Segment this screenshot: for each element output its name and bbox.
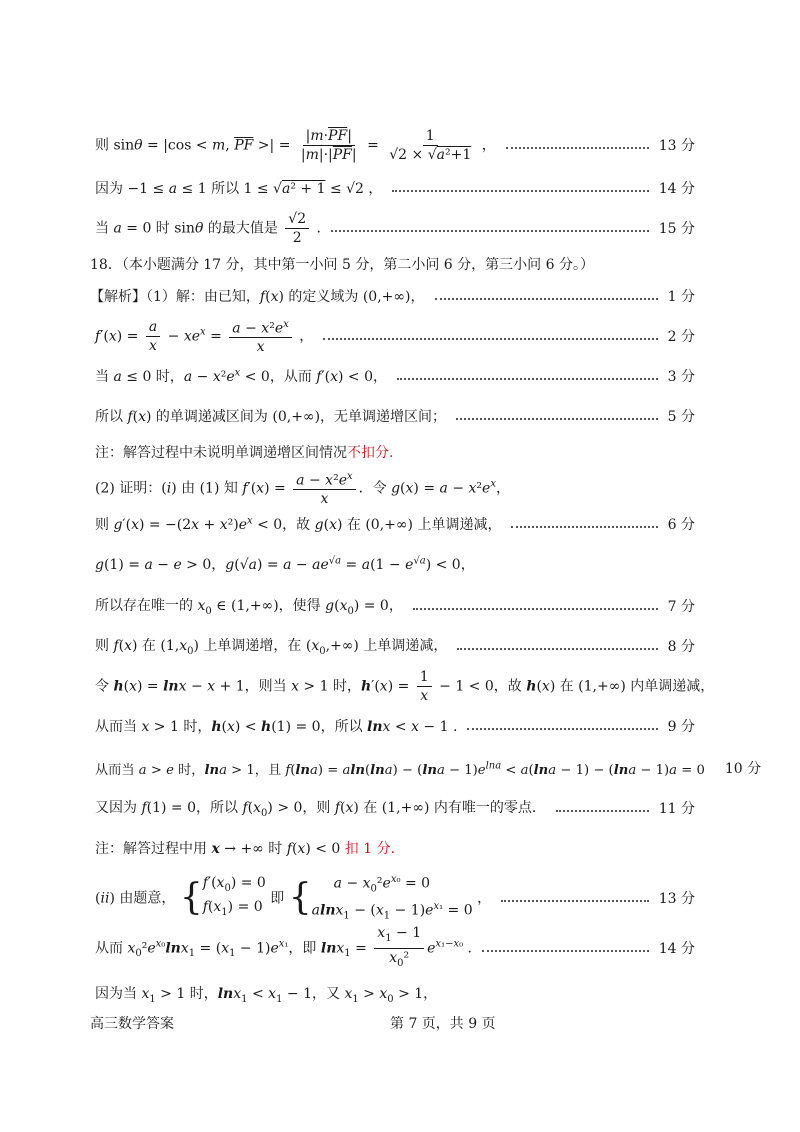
solution-line bbox=[95, 404, 695, 428]
solution-line bbox=[95, 714, 695, 738]
formula: 令 h(x) = lnx − x + 1，则当 x > 1 时，h′(x) = $\frac{1}{x}$ − 1 < 0，故 h(x) 在 (1,+∞) 内单调递减， bbox=[95, 668, 715, 704]
formula: 则 $g'(x) = -(2x + x^2)e^x < 0$，故 g(x) 在 (0,+∞) 上单调递减， bbox=[95, 515, 502, 533]
formula: g(1) = a − e > 0，$g(√a) = a - ae^{√a} = a(1 - e^{√a}) < 0$， bbox=[95, 555, 475, 573]
score-label: 13 分 bbox=[658, 138, 695, 154]
solution-line bbox=[95, 314, 695, 358]
formula: 当 a ≤ 0 时，$a - x^2e^x < 0$，从而 f′(x) < 0， bbox=[95, 367, 388, 385]
formula: 则 f(x) 在 $(1,x_0)$ 上单调递增，在 $(x_0,+\infty)$ 上单调递减， bbox=[95, 638, 448, 657]
question-text: 18．（本小题满分 17 分，其中第一小问 5 分，第二小问 6 分，第三小问 6 分。） bbox=[90, 257, 594, 273]
leader-dots bbox=[413, 607, 658, 610]
score-label: 1 分 bbox=[667, 289, 695, 305]
solution-line bbox=[90, 284, 695, 308]
score-label: 11 分 bbox=[658, 801, 695, 817]
leader-dots bbox=[511, 525, 657, 528]
solution-line bbox=[95, 756, 762, 780]
score-label: 15 分 bbox=[658, 221, 695, 237]
score-label: 6 分 bbox=[667, 517, 695, 533]
formula: 从而 $x_0^2e^{x_0}\ln x_1 = (x_1 - 1)e^{x_1}$，即 lnx$_1$ = $\frac{x_1 - 1}{x_0^2}$ $e^{x_1-x_0}$ . bbox=[95, 924, 473, 969]
question-header bbox=[90, 252, 690, 276]
score-label: 14 分 bbox=[658, 181, 695, 197]
leader-dots bbox=[467, 727, 657, 730]
leader-dots bbox=[323, 337, 657, 340]
solution-line bbox=[95, 666, 715, 706]
leader-dots bbox=[456, 417, 658, 420]
formula: 所以存在唯一的 $x_0$ ∈ (1,+∞)，使得 $g(x_0) = 0$， bbox=[95, 598, 403, 617]
leader-dots bbox=[501, 899, 649, 902]
formula: 从而当 x > 1 时，h(x) < h(1) = 0，所以 lnx < x − 1 . bbox=[95, 719, 458, 735]
solution-line bbox=[95, 466, 695, 510]
leader-dots bbox=[556, 809, 649, 812]
leader-dots bbox=[457, 647, 657, 650]
score-label: 10 分 bbox=[724, 761, 762, 777]
score-label: 3 分 bbox=[667, 369, 695, 385]
formula: 从而当 a > e 时，lna > 1，且 $f(\ln a) = aln(\ln a) - (\ln a - 1)e^{lna} < a(\ln a - 1) - (\ln a - 1)a = 0$ bbox=[95, 760, 705, 778]
note-penalty: 扣 1 分. bbox=[344, 841, 396, 857]
grading-note bbox=[95, 440, 695, 464]
score-label: 9 分 bbox=[667, 719, 695, 735]
formula: 因为当 $x_1 > 1$ 时，$\ln x_1 < x_1 - 1$，又 $x_1 > x_0 > 1$， bbox=[95, 986, 438, 1005]
leader-dots bbox=[331, 229, 649, 232]
score-label: 13 分 bbox=[658, 891, 695, 907]
leader-dots bbox=[392, 189, 648, 192]
formula: 当 a = 0 时 sinθ 的最大值是 $\frac{√2}{2}$ . bbox=[95, 210, 322, 246]
solution-line bbox=[95, 120, 695, 170]
leader-dots bbox=[506, 146, 649, 149]
solution-line bbox=[95, 364, 695, 388]
formula: (ii) 由题意， { $f'(x_0) = 0$ $f(x_1) = 0$ 即 { $a - x_0^2e^{x_0} = 0$ $alnx_1 - (x_1 - 1)e^{x_1} = 0$ ， bbox=[95, 873, 492, 922]
grading-note: 注：解答过程中用 x → +∞ 时 f(x) < 0 扣 1 分. bbox=[95, 841, 396, 857]
solution-line bbox=[95, 175, 695, 201]
formula: 因为 −1 ≤ a ≤ 1 所以 1 ≤ √a² + 1 ≤ √2 ， bbox=[95, 181, 383, 197]
score-label: 8 分 bbox=[667, 639, 695, 655]
formula: (2) 证明：(i) 由 (1) 知 f′(x) = $\frac{a - x^2e^x}{x}$ ．令 $g(x) = a - x^2e^x$， bbox=[95, 470, 510, 508]
solution-line bbox=[95, 512, 695, 536]
solution-line bbox=[95, 550, 695, 578]
solution-line bbox=[95, 796, 695, 820]
leader-dots bbox=[397, 377, 658, 380]
score-label: 7 分 bbox=[667, 599, 695, 615]
formula: 【解析】（1）解：由已知，f(x) 的定义域为 (0,+∞)， bbox=[90, 289, 425, 305]
formula: f′(x) = $\frac{a}{x}$ − $xe^x$ = $\frac{a - x^2e^x}{x}$ ， bbox=[95, 318, 314, 356]
solution-line bbox=[95, 594, 695, 618]
footer-page-number: 第 7 页，共 9 页 bbox=[390, 1016, 496, 1032]
solution-line bbox=[95, 926, 695, 970]
score-label: 5 分 bbox=[667, 409, 695, 425]
solution-line bbox=[95, 982, 695, 1006]
formula: 又因为 f(1) = 0，所以 $f(x_0) > 0$，则 f(x) 在 (1,+∞) 内有唯一的零点． bbox=[95, 800, 546, 819]
score-label: 2 分 bbox=[667, 329, 695, 345]
footer-subject: 高三数学答案 bbox=[90, 1016, 174, 1032]
solution-line bbox=[95, 634, 695, 658]
leader-dots bbox=[435, 297, 658, 300]
formula: 则 sinθ = |cos < m, $\overline{PF}$ >| = $\frac{|m\cdot\overline{PF}|}{|m|\cdot|\overline{PF}|}$ = $\frac{1}{\text{√2 × √a²+1}}$ ， bbox=[95, 127, 496, 163]
note-text: 注：解答过程中未说明单调递增区间情况 bbox=[95, 445, 347, 461]
score-label: 14 分 bbox=[658, 941, 695, 957]
note-penalty: 不扣分. bbox=[347, 445, 394, 461]
solution-line bbox=[95, 872, 695, 924]
solution-line bbox=[95, 208, 695, 248]
leader-dots bbox=[482, 949, 649, 952]
formula: 所以 f(x) 的单调递减区间为 (0,+∞)，无单调递增区间； bbox=[95, 409, 447, 425]
